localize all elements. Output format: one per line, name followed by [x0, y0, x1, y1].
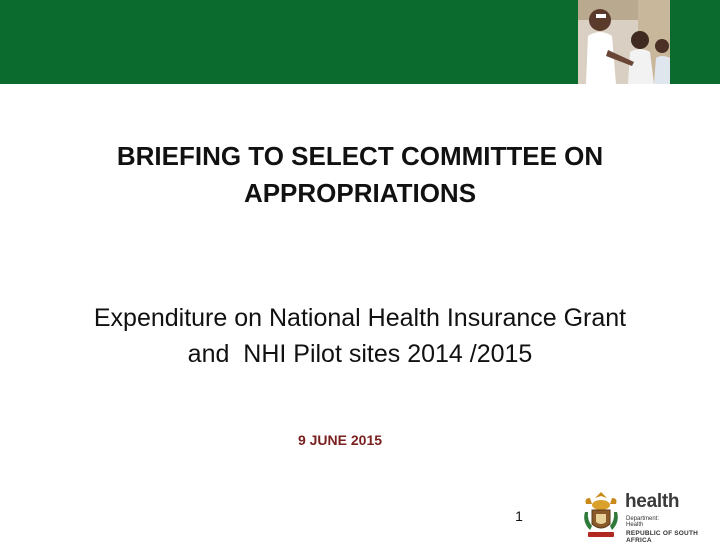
- nurse-children-photo: [578, 0, 670, 84]
- page-number: 1: [515, 508, 523, 524]
- title-line-2: APPROPRIATIONS: [243, 178, 477, 208]
- country-label: REPUBLIC OF SOUTH AFRICA: [626, 530, 699, 544]
- slide-title: [40, 138, 680, 212]
- department-line-1: Department:: [626, 516, 660, 522]
- slide-subtitle: [20, 300, 700, 372]
- title-line-1: BRIEFING TO SELECT COMMITTEE ON: [116, 141, 604, 171]
- department-line-2: Health: [626, 522, 644, 528]
- subtitle-line-1: Expenditure on National Health Insurance Grant: [93, 304, 627, 332]
- subtitle-line-2: and NHI Pilot sites 2014 /2015: [187, 340, 533, 368]
- department-label: [626, 516, 659, 528]
- health-wordmark: health: [625, 491, 680, 512]
- briefing-date: 9 JUNE 2015: [297, 432, 383, 448]
- coat-of-arms-icon: [580, 490, 622, 540]
